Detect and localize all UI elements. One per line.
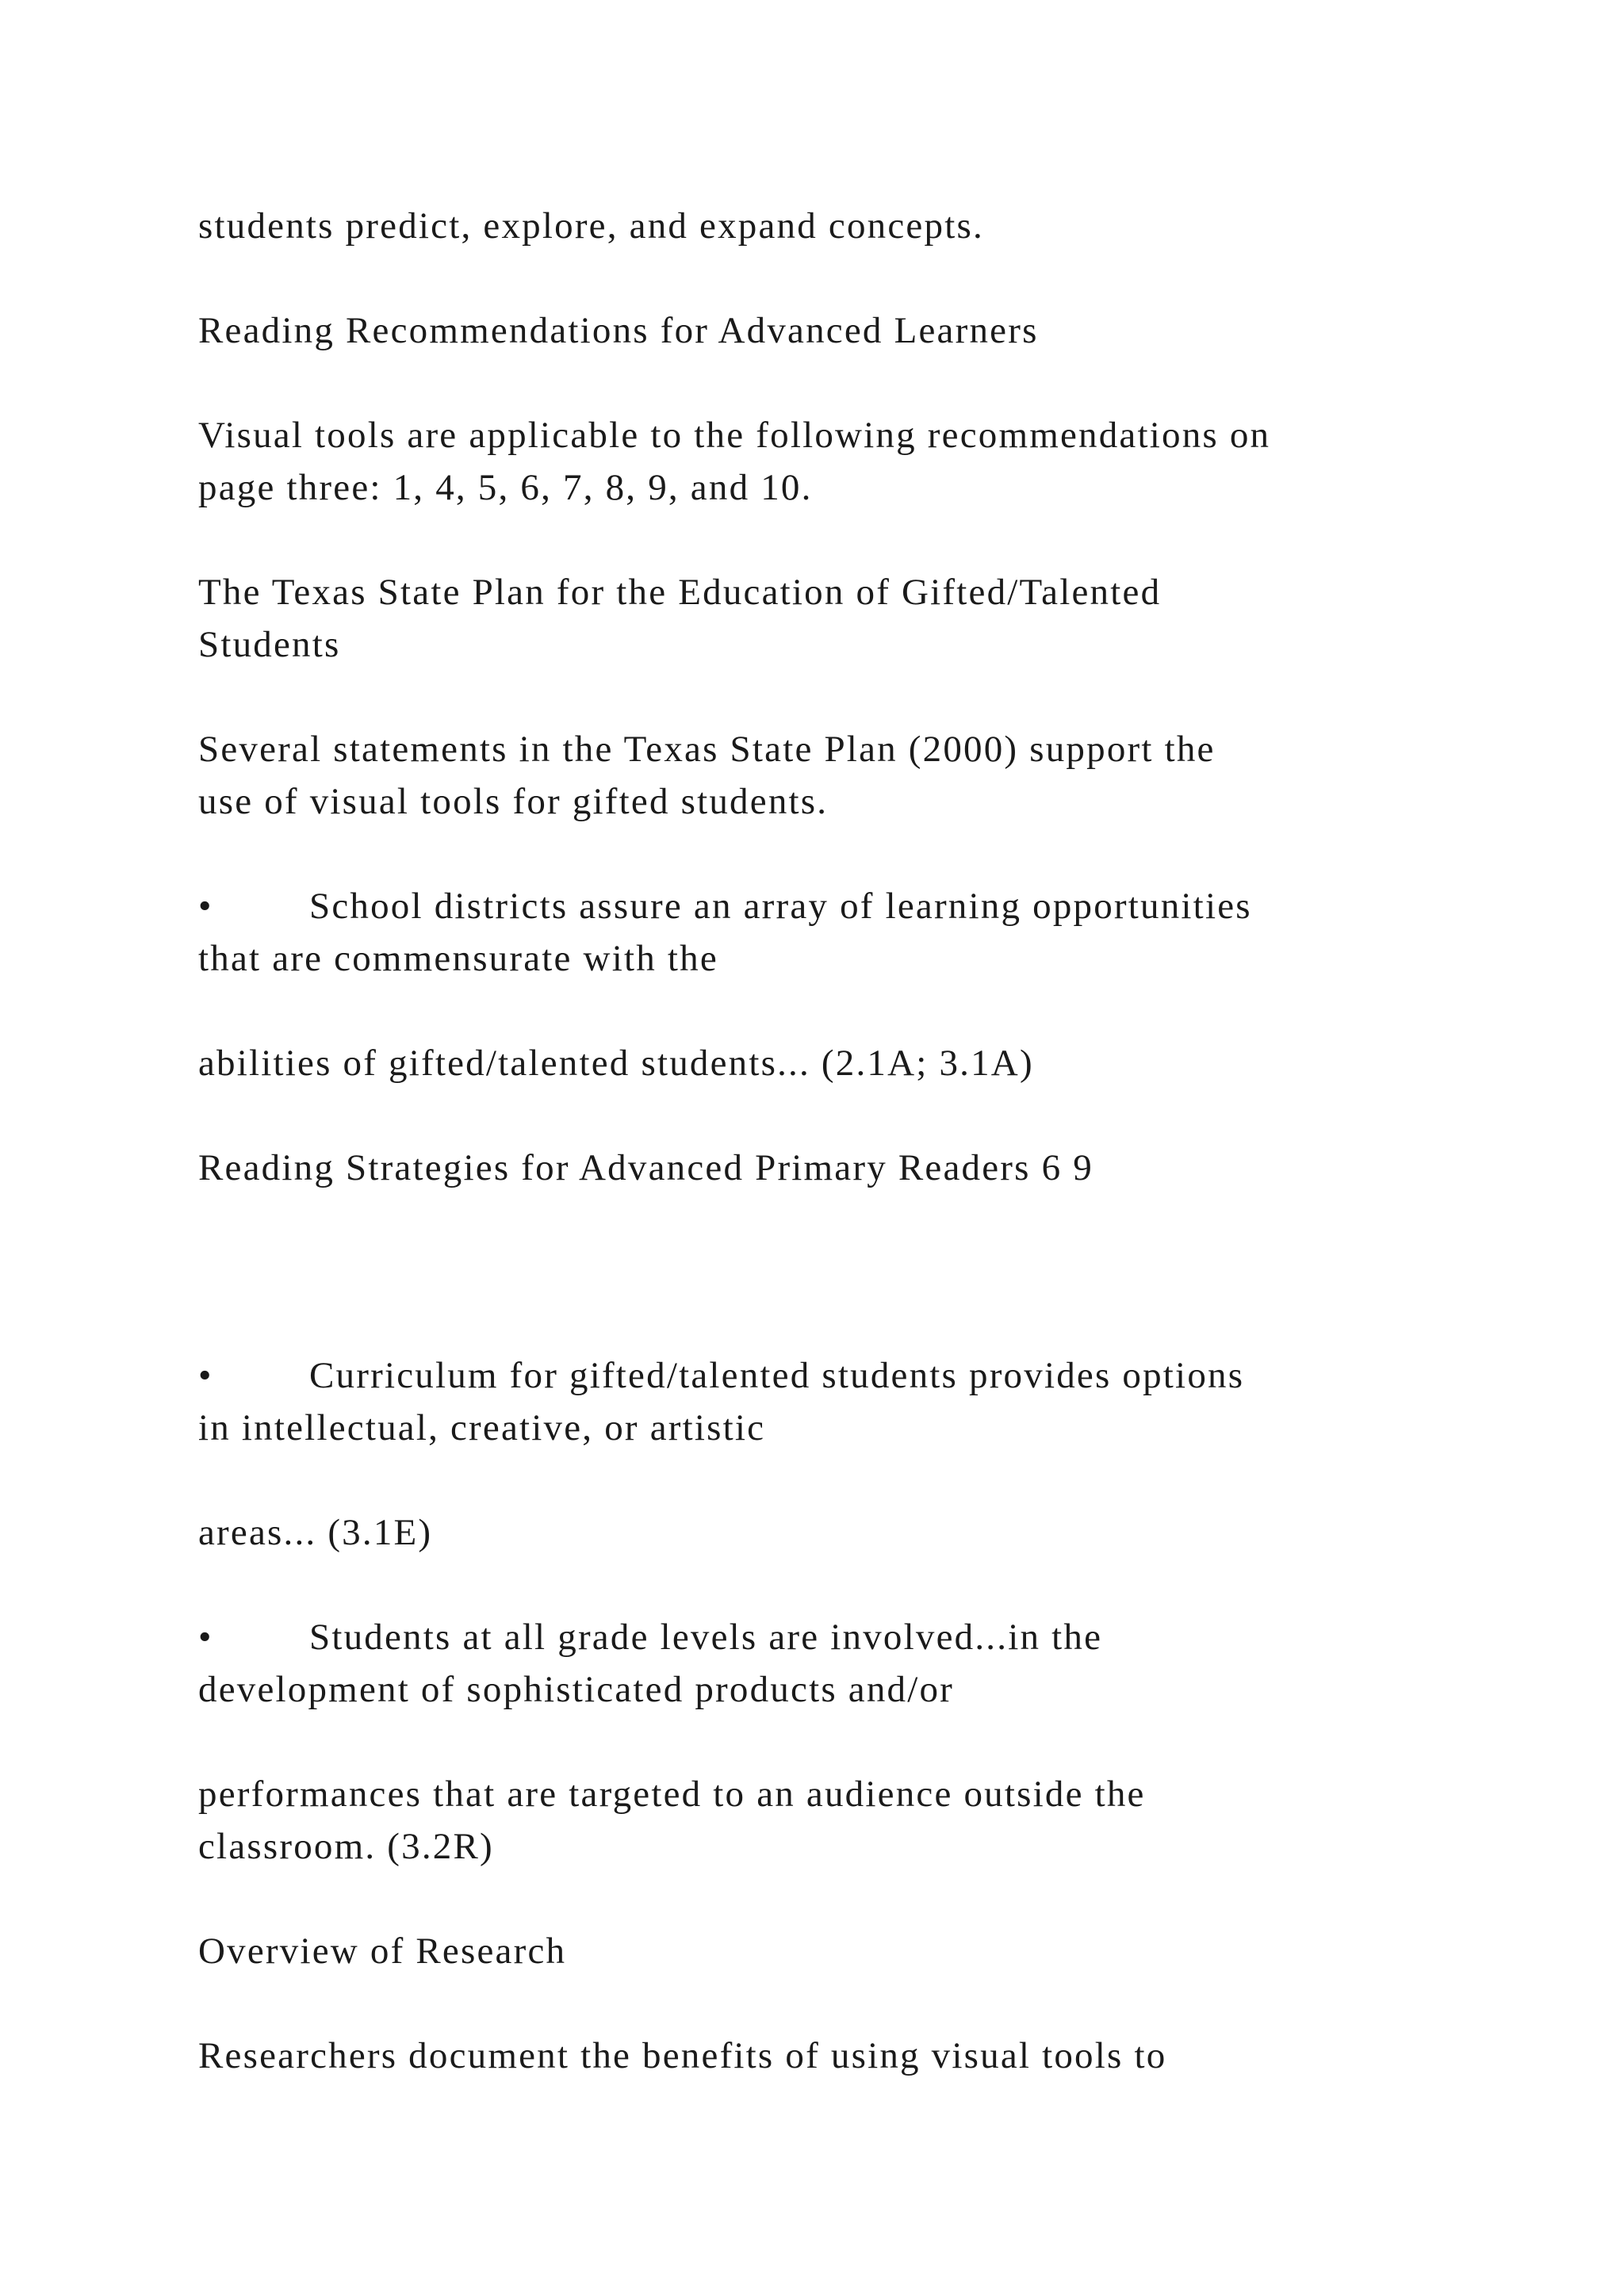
bullet-1-continuation-line: that are commensurate with the bbox=[198, 938, 718, 979]
bullet-icon: • bbox=[198, 1355, 213, 1396]
section-heading-state-plan-line-2: Students bbox=[198, 624, 341, 665]
bullet-3-continuation-line-3: classroom. (3.2R) bbox=[198, 1826, 494, 1867]
bullet-3-continuation-line-2: performances that are targeted to an audience outside the bbox=[198, 1774, 1146, 1815]
bullet-2-text: Curriculum for gifted/talented students provides options bbox=[309, 1355, 1245, 1396]
section-heading-reading-recommendations: Reading Recommendations for Advanced Learners bbox=[198, 310, 1039, 351]
bullet-item-1 bbox=[198, 880, 1252, 932]
running-footer: Reading Strategies for Advanced Primary Readers 6 9 bbox=[198, 1147, 1094, 1188]
section-heading-state-plan-line-1: The Texas State Plan for the Education of Gifted/Talented bbox=[198, 572, 1162, 613]
bullet-item-3 bbox=[198, 1611, 1102, 1663]
bullet-2-continuation-line: in intellectual, creative, or artistic bbox=[198, 1407, 766, 1448]
paragraph-statements-line-1: Several statements in the Texas State Plan (2000) support the bbox=[198, 729, 1216, 770]
bullet-icon: • bbox=[198, 886, 213, 927]
paragraph-visual-tools-line-2: page three: 1, 4, 5, 6, 7, 8, 9, and 10. bbox=[198, 467, 813, 508]
paragraph-researchers-line-1: Researchers document the benefits of using visual tools to bbox=[198, 2035, 1167, 2076]
body-text-line: students predict, explore, and expand concepts. bbox=[198, 205, 984, 247]
bullet-icon: • bbox=[198, 1617, 213, 1658]
section-heading-overview: Overview of Research bbox=[198, 1931, 567, 1972]
bullet-2-continuation-line-2: areas... (3.1E) bbox=[198, 1512, 433, 1553]
paragraph-visual-tools-line-1: Visual tools are applicable to the following recommendations on bbox=[198, 415, 1271, 456]
bullet-item-2 bbox=[198, 1349, 1244, 1402]
bullet-3-text: Students at all grade levels are involved...in the bbox=[309, 1617, 1103, 1658]
bullet-3-continuation-line: development of sophisticated products and/or bbox=[198, 1669, 955, 1710]
bullet-1-text: School districts assure an array of learning opportunities bbox=[309, 886, 1252, 927]
paragraph-statements-line-2: use of visual tools for gifted students. bbox=[198, 781, 829, 822]
bullet-1-continuation-line-2: abilities of gifted/talented students... (2.1A; 3.1A) bbox=[198, 1043, 1034, 1084]
